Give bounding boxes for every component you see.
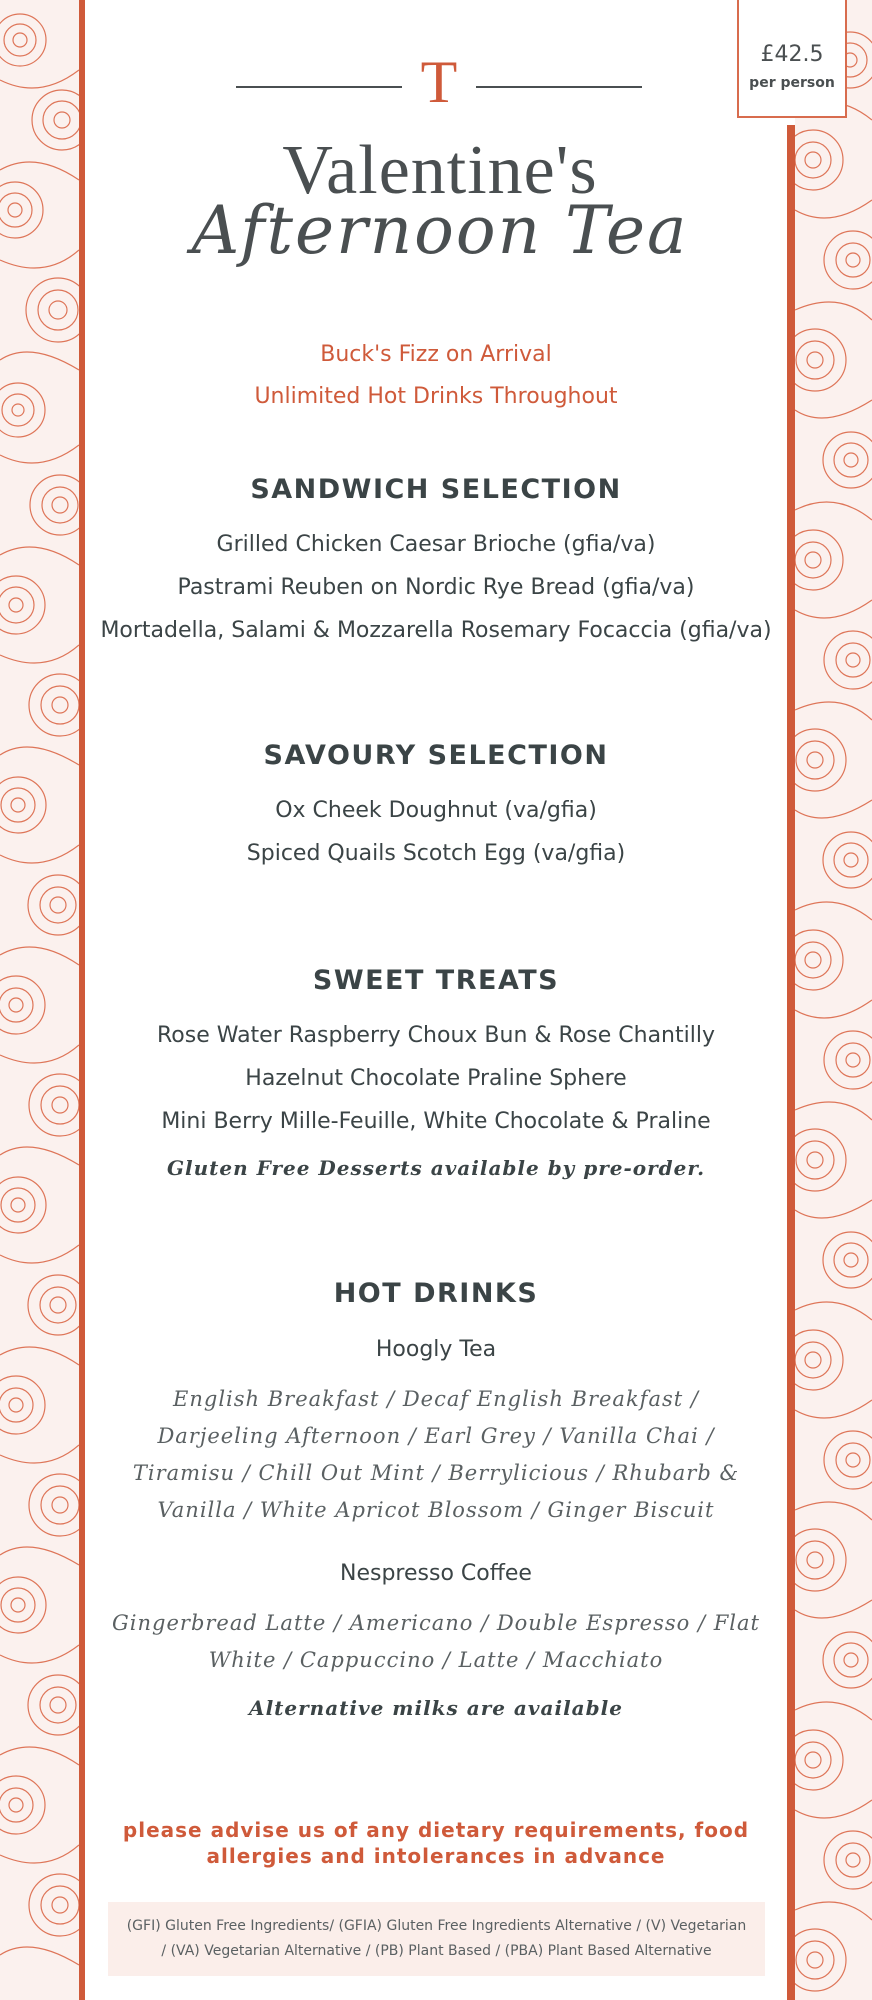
savoury-item: Spiced Quails Scotch Egg (va/gfia) [246,841,626,866]
rose-pattern-left [0,0,79,2000]
intro-line-1: Buck's Fizz on Arrival [320,342,552,367]
title-line-1: Valentine's [282,132,598,209]
legend-line-2: / (VA) Vegetarian Alternative / (PB) Plant Based / (PBA) Plant Based Alternative [161,1943,712,1959]
floral-border-left [0,0,79,2000]
tea-line: Tiramisu / Chill Out Mint / Berrylicious / Rhubarb & [132,1461,740,1485]
dietary-legend [116,1914,757,1964]
sandwich-heading: SANDWICH SELECTION [250,474,622,505]
price-unit: per person [749,75,835,91]
dietary-advice-line-1: please advise us of any dietary requirements, food [122,1818,750,1842]
tea-title: Hoogly Tea [375,1337,497,1362]
coffee-title: Nespresso Coffee [340,1561,532,1586]
savoury-item: Ox Cheek Doughnut (va/gfia) [275,798,597,823]
savoury-heading: SAVOURY SELECTION [263,740,609,771]
coffee-line: White / Cappuccino / Latte / Macchiato [208,1648,664,1672]
rose-pattern-right [795,0,872,2000]
sweet-item: Hazelnut Chocolate Praline Sphere [245,1066,627,1091]
dietary-advice-line-2: allergies and intolerances in advance [206,1844,666,1868]
sandwich-item: Pastrami Reuben on Nordic Rye Bread (gfia/va) [177,575,695,600]
price-box [737,0,847,118]
sandwich-item: Mortadella, Salami & Mozzarella Rosemary Focaccia (gfia/va) [100,618,772,643]
drinks-heading: HOT DRINKS [333,1278,539,1309]
logo-divider-right [476,86,642,88]
tea-line: English Breakfast / Decaf English Breakfast / [173,1387,699,1411]
intro-line-2: Unlimited Hot Drinks Throughout [254,384,618,409]
logo-letter: T [420,49,458,115]
sweet-heading: SWEET TREATS [312,965,560,996]
sweet-item: Rose Water Raspberry Choux Bun & Rose Chantilly [156,1023,715,1048]
logo-divider-left [236,86,402,88]
title-line-2: Afternoon Tea [191,192,689,269]
sweet-item: Mini Berry Mille-Feuille, White Chocolate & Praline [161,1109,711,1134]
milk-note: Alternative milks are available [249,1696,623,1720]
right-accent-rule [787,125,795,2000]
price-amount: £42.5 [760,42,824,67]
tea-line: Vanilla / White Apricot Blossom / Ginger Biscuit [157,1498,715,1522]
legend-line-1: (GFI) Gluten Free Ingredients/ (GFIA) Gluten Free Ingredients Alternative / (V) Vegetarian [126,1918,747,1934]
sandwich-item: Grilled Chicken Caesar Brioche (gfia/va) [216,532,656,557]
gluten-free-note: Gluten Free Desserts available by pre-order. [166,1156,706,1180]
coffee-line: Gingerbread Latte / Americano / Double Espresso / Flat [112,1611,760,1635]
tea-line: Darjeeling Afternoon / Earl Grey / Vanilla Chai / [157,1424,715,1448]
floral-border-right [795,0,872,2000]
